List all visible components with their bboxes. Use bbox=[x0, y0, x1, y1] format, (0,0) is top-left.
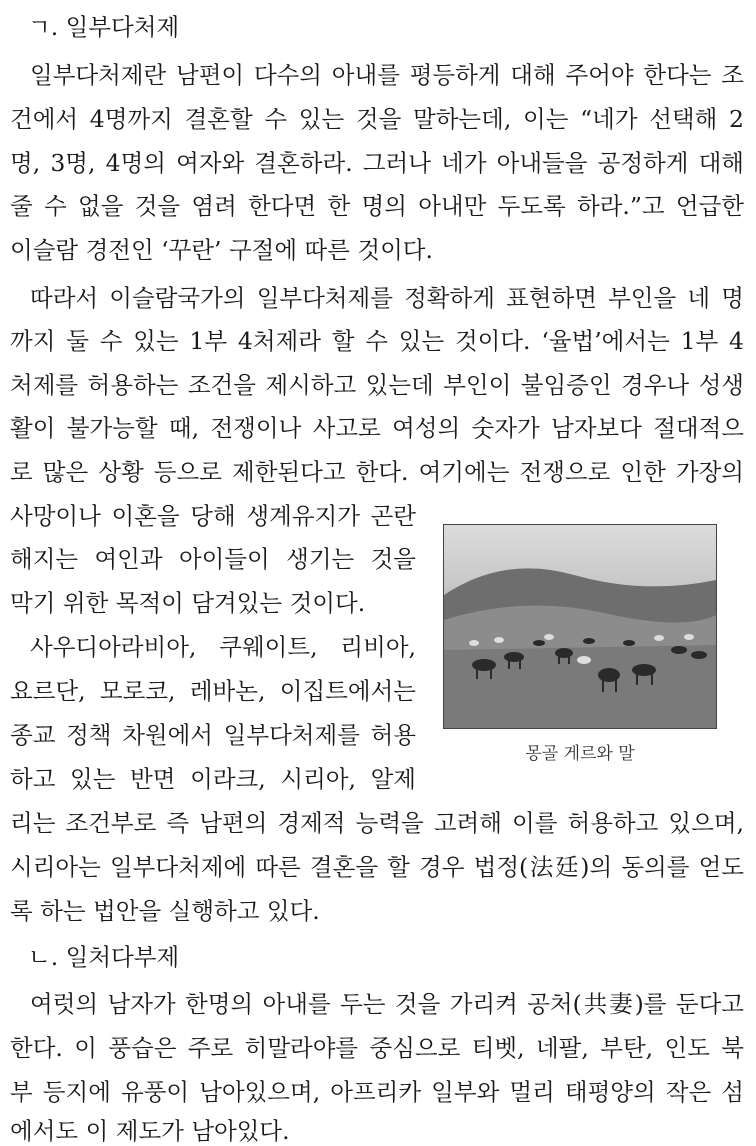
text-line: 하고 있는 반면 이라크, 시리아, 알제 bbox=[10, 765, 416, 793]
text-line: 이슬람 경전인 ‘꾸란’ 구절에 따른 것이다. bbox=[10, 236, 433, 264]
text-line: 따라서 이슬람국가의 일부다처제를 정확하게 표현하면 부인을 네 명 bbox=[30, 284, 744, 312]
text-line: 사망이나 이혼을 당해 생계유지가 곤란 bbox=[10, 502, 416, 530]
text-line: 종교 정책 차원에서 일부다처제를 허용 bbox=[10, 721, 416, 749]
text-line: 한다. 이 풍습은 주로 히말라야를 중심으로 티벳, 네팔, 부탄, 인도 북 bbox=[10, 1034, 744, 1062]
text-line: 록 하는 법안을 실행하고 있다. bbox=[10, 897, 320, 925]
section-heading-polygamy: ㄱ. 일부다처제 bbox=[28, 13, 180, 41]
text-line: 부 등지에 유풍이 남아있으며, 아프리카 일부와 멀리 태평양의 작은 섬 bbox=[10, 1078, 744, 1106]
text-line: 건에서 4명까지 결혼할 수 있는 것을 말하는데, 이는 “네가 선택해 2 bbox=[10, 105, 744, 133]
text-line: 시리아는 일부다처제에 따른 결혼을 할 경우 법정(法廷)의 동의를 얻도 bbox=[10, 853, 744, 881]
photo-illustration bbox=[444, 525, 716, 728]
text-line: 줄 수 없을 것을 염려 한다면 한 명의 아내만 두도록 하라.”고 언급한 bbox=[10, 192, 744, 220]
text-line: 에서도 이 제도가 남아있다. bbox=[10, 1117, 290, 1145]
text-line: 리는 조건부로 즉 남편의 경제적 능력을 고려해 이를 허용하고 있으며, bbox=[10, 809, 744, 837]
text-line: 까지 둘 수 있는 1부 4처제라 할 수 있는 것이다. ‘율법’에서는 1부 4 bbox=[10, 327, 744, 355]
section-heading-polyandry: ㄴ. 일처다부제 bbox=[28, 943, 180, 971]
text-line: 일부다처제란 남편이 다수의 아내를 평등하게 대해 주어야 한다는 조 bbox=[30, 61, 744, 89]
text-line: 사우디아라비아, 쿠웨이트, 리비아, bbox=[30, 633, 416, 661]
text-line: 로 많은 상황 등으로 제한된다고 한다. 여기에는 전쟁으로 인한 가장의 bbox=[10, 458, 744, 486]
photo-livestock-grassland bbox=[443, 524, 717, 729]
text-line: 활이 불가능할 때, 전쟁이나 사고로 여성의 숫자가 남자보다 절대적으 bbox=[10, 414, 744, 442]
text-line: 해지는 여인과 아이들이 생기는 것을 bbox=[10, 545, 416, 573]
text-line: 막기 위한 목적이 담겨있는 것이다. bbox=[10, 589, 366, 617]
figure-caption: 몽골 게르와 말 bbox=[525, 744, 635, 764]
text-line: 처제를 허용하는 조건을 제시하고 있는데 부인이 불임증인 경우나 성생 bbox=[10, 371, 744, 399]
text-line: 요르단, 모로코, 레바논, 이집트에서는 bbox=[10, 677, 416, 705]
text-line: 여럿의 남자가 한명의 아내를 두는 것을 가리켜 공처(共妻)를 둔다고 bbox=[30, 990, 744, 1018]
text-line: 명, 3명, 4명의 여자와 결혼하라. 그러나 네가 아내들을 공정하게 대해 bbox=[10, 149, 744, 177]
